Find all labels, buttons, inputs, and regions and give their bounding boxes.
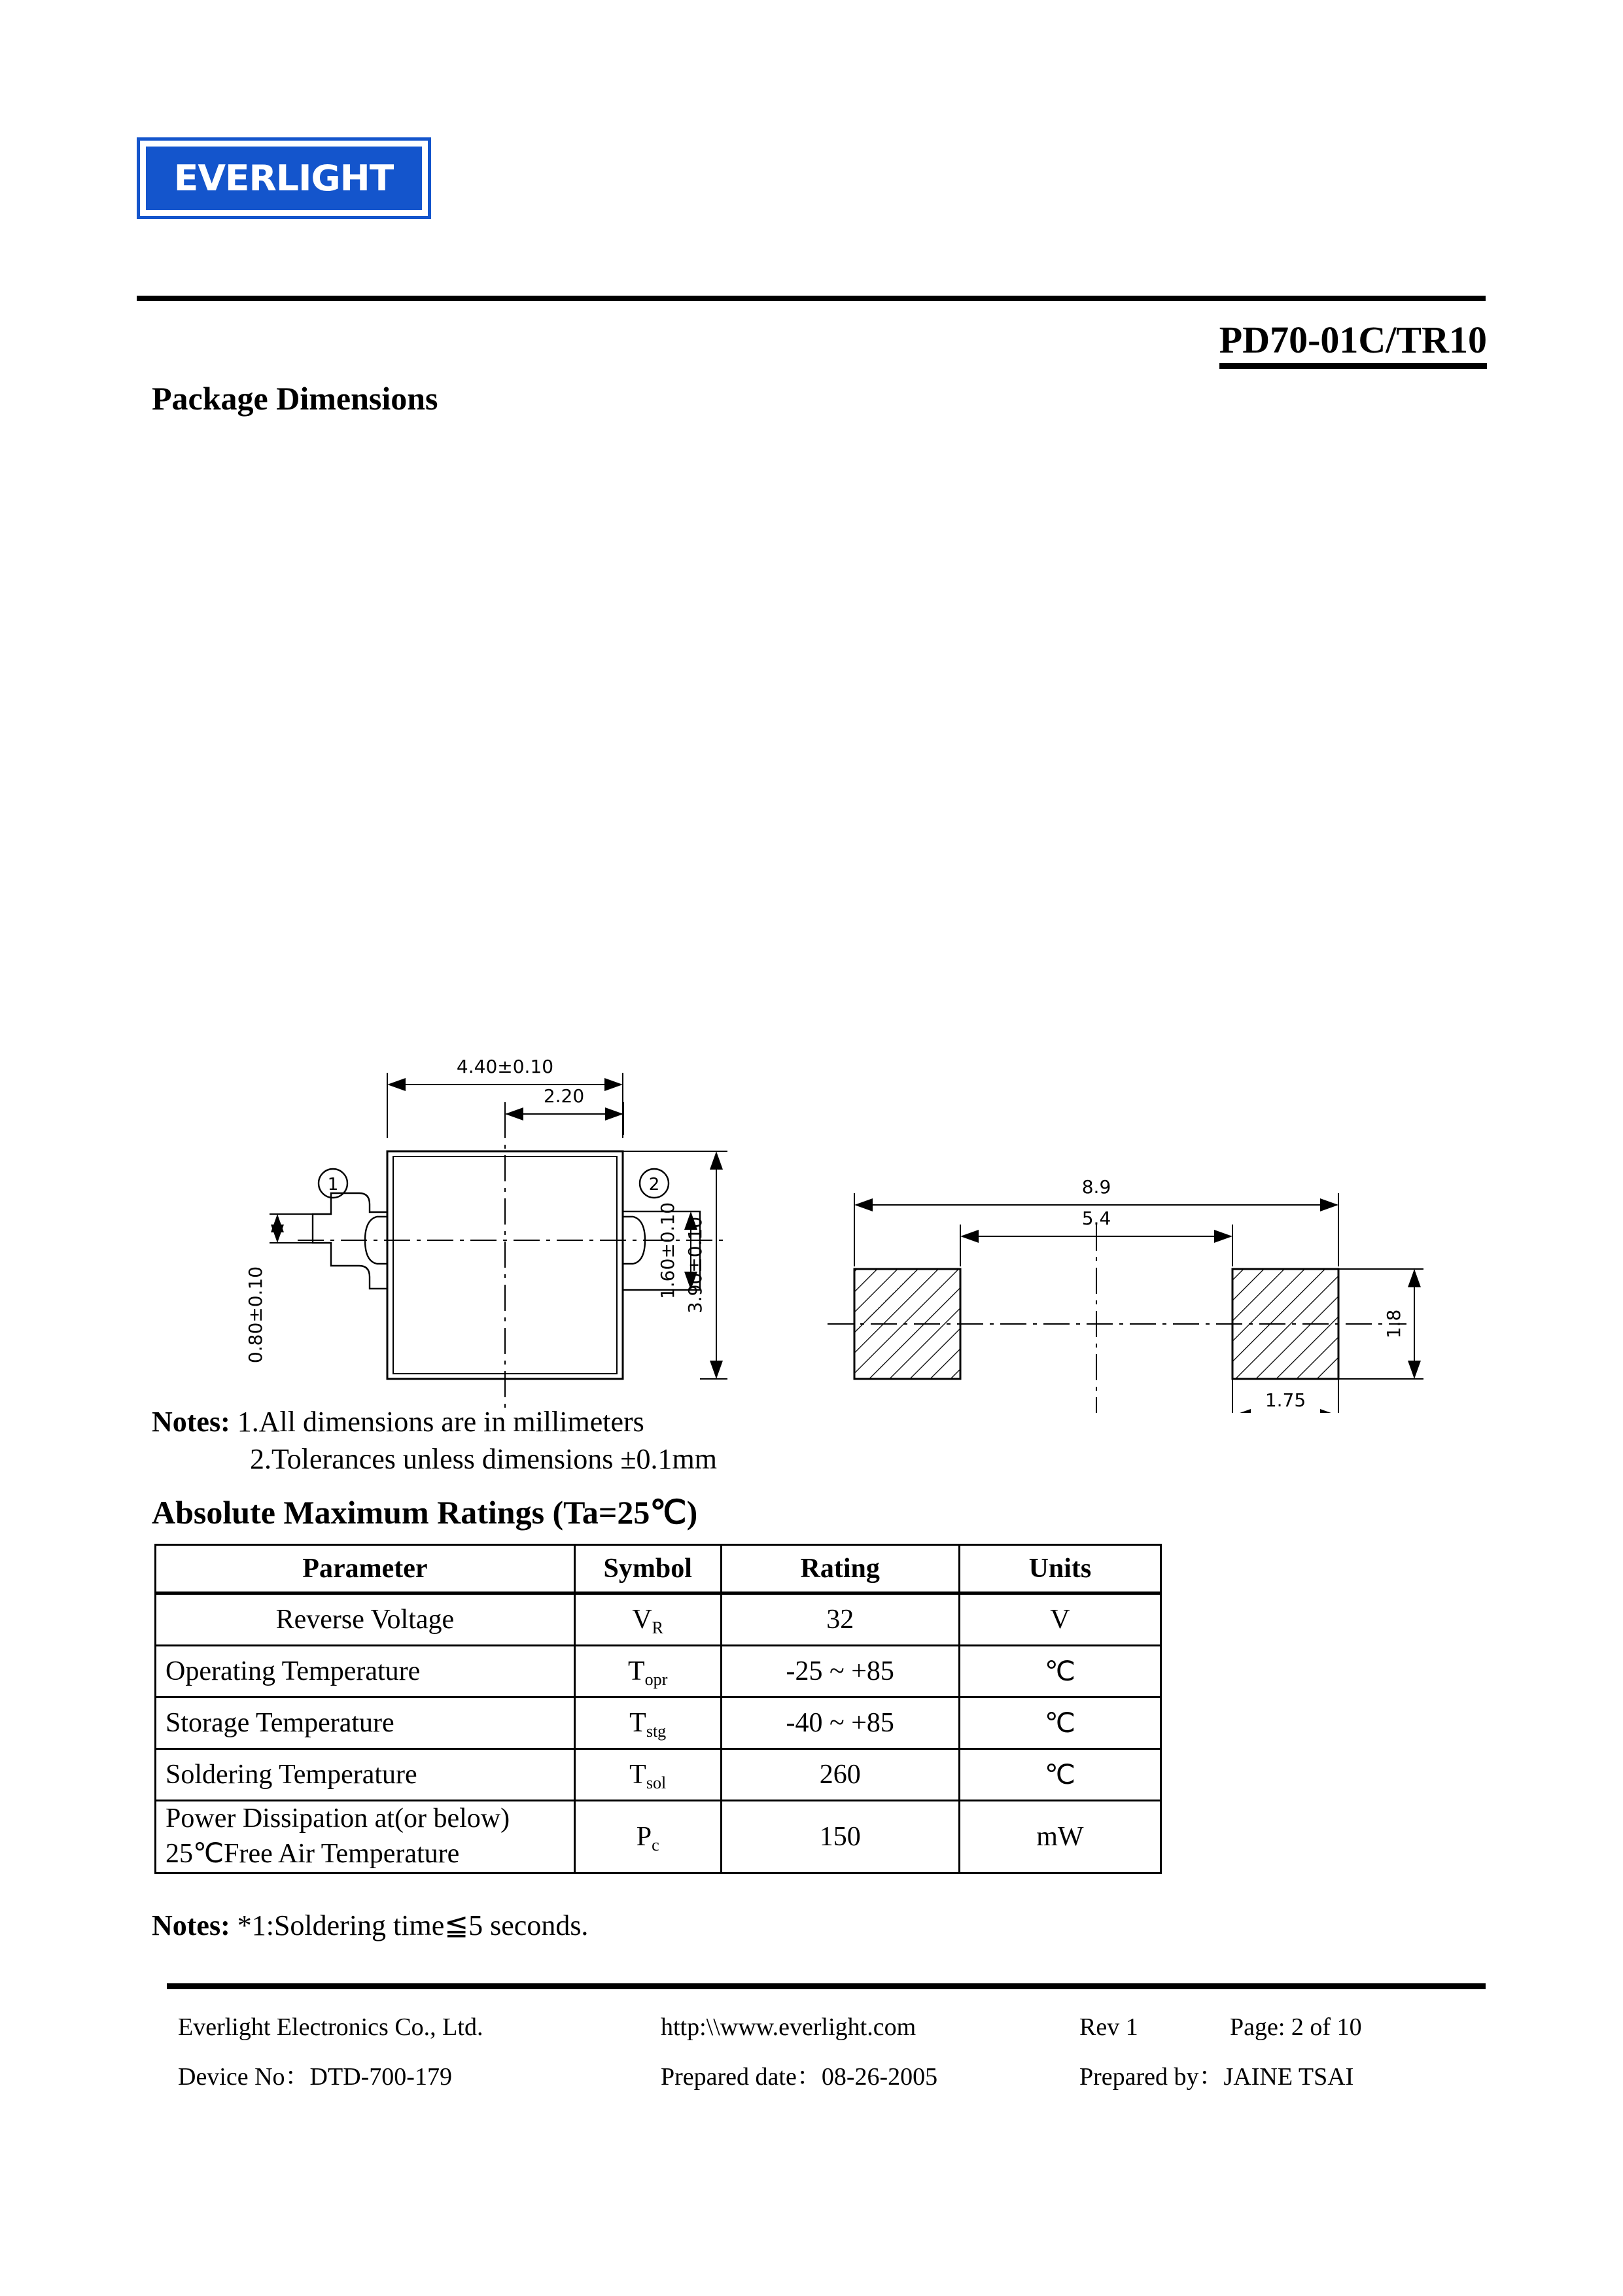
symbol-subscript: sol	[646, 1773, 667, 1792]
footer-row-1	[0, 2015, 1623, 2064]
notes-bottom-label: Notes:	[152, 1909, 230, 1941]
cell-units: ℃	[959, 1646, 1161, 1697]
column-header-rating: Rating	[721, 1545, 959, 1593]
symbol-base: P	[636, 1821, 652, 1852]
pin-1-marker-topview: 1	[327, 1175, 339, 1194]
cell-parameter: Soldering Temperature	[156, 1749, 575, 1801]
symbol-base: T	[629, 1708, 646, 1738]
logo-inner-border	[140, 141, 428, 216]
notes-label: Notes:	[152, 1406, 230, 1438]
table-row	[156, 1749, 1161, 1801]
symbol-base: T	[628, 1656, 645, 1686]
cell-symbol	[574, 1801, 721, 1873]
table-header-row	[156, 1545, 1161, 1593]
cell-parameter: Reverse Voltage	[156, 1593, 575, 1646]
column-header-symbol: Symbol	[574, 1545, 721, 1593]
dim-footprint-span-outer: 8.9	[1081, 1176, 1111, 1198]
footer-website: http:\\www.everlight.com	[661, 2013, 916, 2041]
notes-soldering	[152, 1909, 588, 1942]
dim-top-lead-height: 1.60±0.10	[657, 1202, 678, 1300]
dim-top-width-inner: 2.20	[543, 1085, 585, 1107]
table-row	[156, 1801, 1161, 1873]
table-row	[156, 1593, 1161, 1646]
notes-text-1: 1.All dimensions are in millimeters	[237, 1406, 644, 1438]
cell-parameter-line-1: Power Dissipation at(or below)	[166, 1803, 510, 1834]
cell-units: ℃	[959, 1697, 1161, 1749]
cell-rating: -25 ~ +85	[721, 1646, 959, 1697]
cell-parameter: Storage Temperature	[156, 1697, 575, 1749]
table-row	[156, 1697, 1161, 1749]
cell-parameter-line-2: 25℃Free Air Temperature	[166, 1838, 460, 1869]
footer-company: Everlight Electronics Co., Ltd.	[178, 2013, 483, 2041]
dim-footprint-pad-width: 1.75	[1265, 1389, 1306, 1411]
notes-line-1	[152, 1403, 717, 1440]
symbol-subscript: c	[652, 1835, 659, 1854]
dim-footprint-span-inner: 5.4	[1081, 1208, 1111, 1229]
cell-symbol	[574, 1593, 721, 1646]
cell-rating: 150	[721, 1801, 959, 1873]
symbol-subscript: R	[652, 1618, 664, 1637]
footer-prepared-date: Prepared date：08-26-2005	[661, 2063, 938, 2091]
package-drawings	[0, 497, 1623, 1413]
notes-bottom-text: *1:Soldering time≦5 seconds.	[237, 1909, 589, 1941]
cell-units: V	[959, 1593, 1161, 1646]
symbol-base: T	[629, 1760, 646, 1790]
footer-revision: Rev 1	[1079, 2013, 1138, 2041]
logo-wordmark: EVERLIGHT	[174, 158, 394, 199]
column-header-parameter: Parameter	[156, 1545, 575, 1593]
pin-2-marker-topview: 2	[648, 1175, 660, 1194]
cell-parameter	[156, 1801, 575, 1873]
column-header-units: Units	[959, 1545, 1161, 1593]
symbol-subscript: opr	[644, 1669, 668, 1689]
section-heading-absolute-maximum-ratings: Absolute Maximum Ratings (Ta=25℃)	[152, 1494, 698, 1531]
cell-parameter: Operating Temperature	[156, 1646, 575, 1697]
header-divider-rule	[137, 296, 1486, 301]
cell-units: ℃	[959, 1749, 1161, 1801]
everlight-logo	[137, 137, 431, 219]
cell-units: mW	[959, 1801, 1161, 1873]
dim-top-lead-width-left: 0.80±0.10	[245, 1266, 266, 1364]
symbol-subscript: stg	[646, 1721, 667, 1741]
cell-symbol	[574, 1749, 721, 1801]
notes-dimensions	[152, 1403, 717, 1478]
cell-rating: 32	[721, 1593, 959, 1646]
page-title: PD70-01C/TR10	[1219, 321, 1487, 369]
section-heading-package-dimensions: Package Dimensions	[152, 380, 438, 417]
footer-row-2	[0, 2064, 1623, 2114]
dim-top-height-overall: 3.90±0.10	[684, 1216, 706, 1314]
footer-page-number: Page: 2 of 10	[1230, 2013, 1362, 2041]
footer-divider-rule	[167, 1983, 1486, 1989]
cell-symbol	[574, 1697, 721, 1749]
footer-device-no: Device No：DTD-700-179	[178, 2063, 452, 2091]
dim-footprint-pad-height: 1.8	[1383, 1309, 1405, 1339]
notes-line-2: 2.Tolerances unless dimensions ±0.1mm	[250, 1443, 717, 1476]
footer-prepared-by: Prepared by：JAINE TSAI	[1079, 2063, 1354, 2091]
cell-rating: -40 ~ +85	[721, 1697, 959, 1749]
cell-symbol	[574, 1646, 721, 1697]
cell-rating: 260	[721, 1749, 959, 1801]
symbol-base: V	[632, 1605, 652, 1635]
dim-top-width-overall: 4.40±0.10	[456, 1056, 554, 1077]
table-row	[156, 1646, 1161, 1697]
page-footer	[0, 2015, 1623, 2114]
absolute-maximum-ratings-table	[154, 1544, 1162, 1874]
